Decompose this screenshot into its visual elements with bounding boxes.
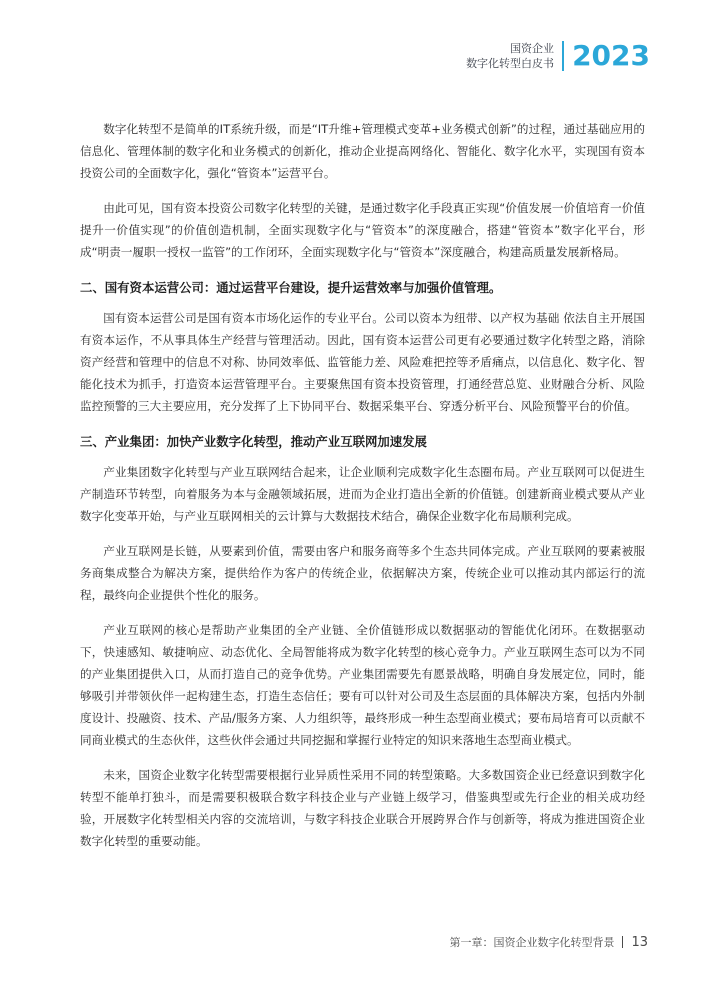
header-divider xyxy=(562,41,564,71)
page-body xyxy=(80,118,645,865)
paragraph: 数字化转型不是简单的IT系统升级，而是“IT升维+管理模式变革+业务模式创新”的过程，通过基础应用的信息化、管理体制的数字化和业务模式的创新化，推动企业提高网络化、智能化、数字化水平，实现国有资本投资公司的全面数字化，强化“管资本”运营平台。 xyxy=(80,122,645,180)
paragraph: 产业集团数字化转型与产业互联网结合起来，让企业顺利完成数字化生态圈布局。产业互联网可以促进生产制造环节转型，向着服务为本与金融领域拓展，进而为企业打造出全新的价值链。创建新商业模式要从产业数字化变革开始，与产业互联网相关的云计算与大数据技术结合，确保企业数字化布局顺利完成。 xyxy=(80,465,645,523)
section-heading: 二、国有资本运营公司：通过运营平台建设，提升运营效率与加强价值管理。 xyxy=(80,280,502,295)
paragraph: 由此可见，国有资本投资公司数字化转型的关键，是通过数字化手段真正实现“价值发展一价值培育一价值提升一价值实现”的价值创造机制，全面实现数字化与“管资本”的深度融合，搭建“管资本”数字化平台，形成“明责一履职一授权一监管”的工作闭环，全面实现数字化与“管资本”深度融合，构建高质量发展新格局。 xyxy=(80,201,645,259)
footer-chapter: 第一章：国资企业数字化转型背景 xyxy=(449,936,615,949)
section-heading: 三、产业集团：加快产业数字化转型，推动产业互联网加速发展 xyxy=(80,434,427,449)
paragraph: 产业互联网是长链，从要素到价值，需要由客户和服务商等多个生态共同体完成。产业互联网的要素被服务商集成整合为解决方案，提供给作为客户的传统企业，依据解决方案，传统企业可以推动其内部运行的流程，最终向企业提供个性化的服务。 xyxy=(80,544,645,602)
header-title xyxy=(466,41,554,71)
paragraph: 国有资本运营公司是国有资本市场化运作的专业平台。公司以资本为纽带、以产权为基础 依法自主开展国有资本运作，不从事具体生产经营与管理活动。因此，国有资本运营公司更有必要通过数字化转型之路，消除资产经营和管理中的信息不对称、协同效率低、监管能力差、风险难把控等矛盾痛点，以信息化、数字化、智能化技术为抓手，打造资本运营管理平台。主要聚焦国有资本投资管理，打通经营总览、业财融合分析、风险监控预警的三大主要应用，充分发挥了上下协同平台、数据采集平台、穿透分析平台、风险预警平台的价值。 xyxy=(80,311,645,413)
header-year: 2023 xyxy=(572,39,650,72)
footer-divider xyxy=(622,936,623,948)
header-title-line1: 国资企业 xyxy=(510,42,555,55)
header-title-line2: 数字化转型白皮书 xyxy=(466,57,555,70)
page-footer xyxy=(449,934,648,950)
page-header xyxy=(466,38,650,74)
paragraph: 未来，国资企业数字化转型需要根据行业异质性采用不同的转型策略。大多数国资企业已经意识到数字化转型不能单打独斗，而是需要积极联合数字科技企业与产业链上级学习，借鉴典型或先行企业的相关成功经验，开展数字化转型相关内容的交流培训，与数字科技企业联合开展跨界合作与创新等，将成为推进国资企业数字化转型的重要动能。 xyxy=(80,768,645,848)
paragraph: 产业互联网的核心是帮助产业集团的全产业链、全价值链形成以数据驱动的智能优化闭环。在数据驱动下，快速感知、敏捷响应、动态优化、全局智能将成为数字化转型的核心竞争力。产业互联网生态可以为不同的产业集团提供入口，从而打造自己的竞争优势。产业集团需要先有愿景战略，明确自身发展定位，同时，能够吸引并带领伙伴一起构建生态，打造生态信任；要有可以针对公司及生态层面的具体解决方案，包括内外制度设计、投融资、技术、产品/服务方案、人力组织等，最终形成一种生态型商业模式；要布局培育可以贡献不同商业模式的生态伙伴，这些伙伴会通过共同挖掘和掌握行业特定的知识来落地生态型商业模式。 xyxy=(80,623,645,747)
page-number: 13 xyxy=(631,934,648,950)
